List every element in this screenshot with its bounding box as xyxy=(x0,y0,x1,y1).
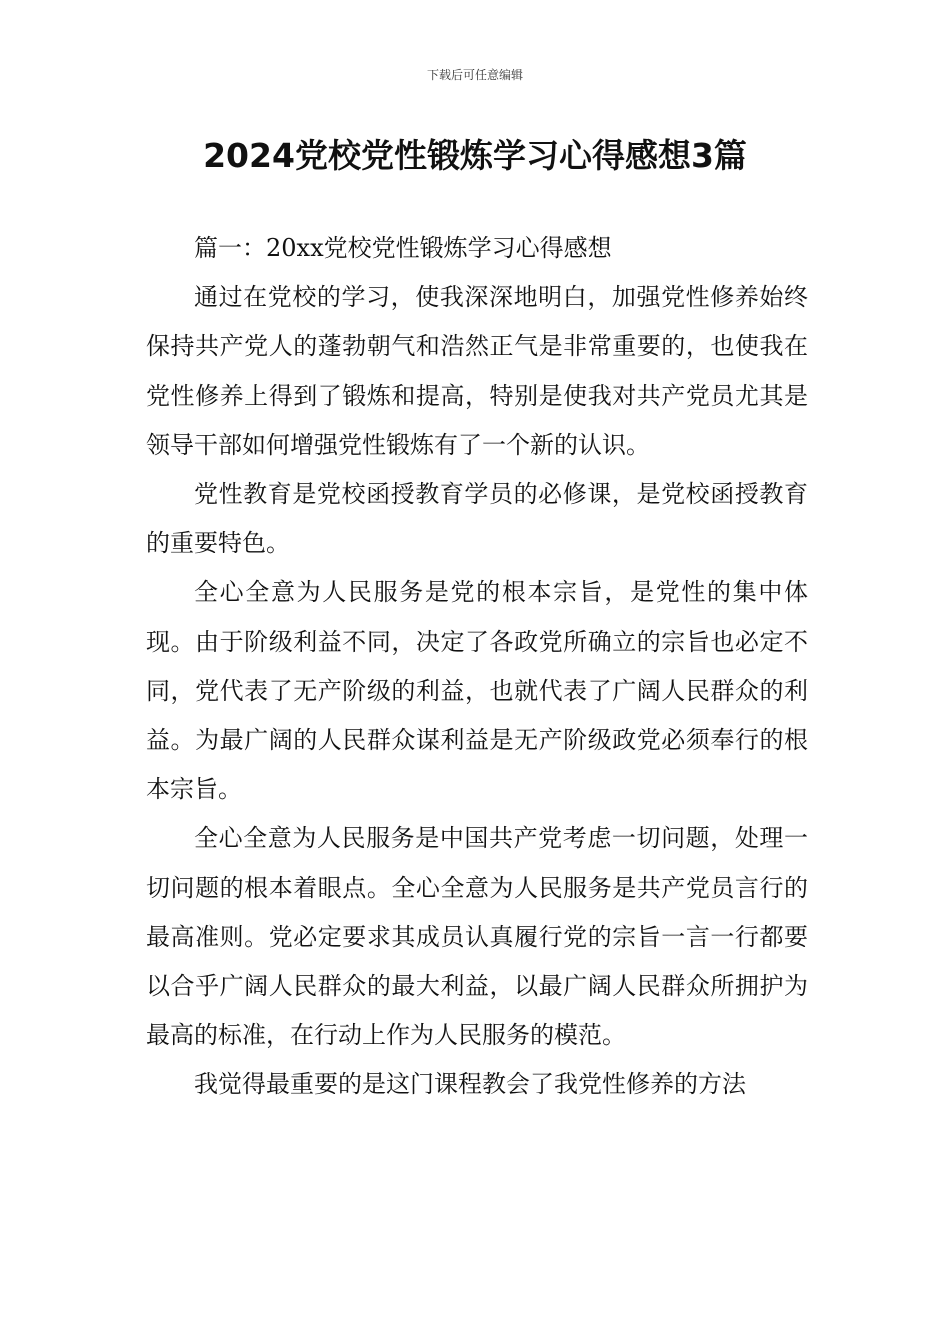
header-note: 下载后可任意编辑 xyxy=(426,68,523,82)
document-body xyxy=(146,224,808,1110)
paragraph: 全心全意为人民服务是党的根本宗旨，是党性的集中体现。由于阶级利益不同，决定了各政党所确立的宗旨也必定不同，党代表了无产阶级的利益，也就代表了广阔人民群众的利益。为最广阔的人民群众谋利益是无产阶级政党必须奉行的根本宗旨。 xyxy=(146,578,808,804)
document-title: 2024党校党性锻炼学习心得感想3篇 xyxy=(203,136,747,175)
paragraph: 通过在党校的学习，使我深深地明白，加强党性修养始终保持共产党人的蓬勃朝气和浩然正气是非常重要的，也使我在党性修养上得到了锻炼和提高，特别是使我对共产党员尤其是领导干部如何增强党性锻炼有了一个新的认识。 xyxy=(146,283,808,459)
paragraph: 我觉得最重要的是这门课程教会了我党性修养的方法 xyxy=(194,1070,746,1099)
section-heading: 篇一：20xx党校党性锻炼学习心得感想 xyxy=(194,234,612,262)
paragraph: 党性教育是党校函授教育学员的必修课，是党校函授教育的重要特色。 xyxy=(146,480,808,558)
paragraph: 全心全意为人民服务是中国共产党考虑一切问题，处理一切问题的根本着眼点。全心全意为人民服务是共产党员言行的最高准则。党必定要求其成员认真履行党的宗旨一言一行都要以合乎广阔人民群众的最大利益，以最广阔人民群众所拥护为最高的标准，在行动上作为人民服务的模范。 xyxy=(146,824,808,1050)
